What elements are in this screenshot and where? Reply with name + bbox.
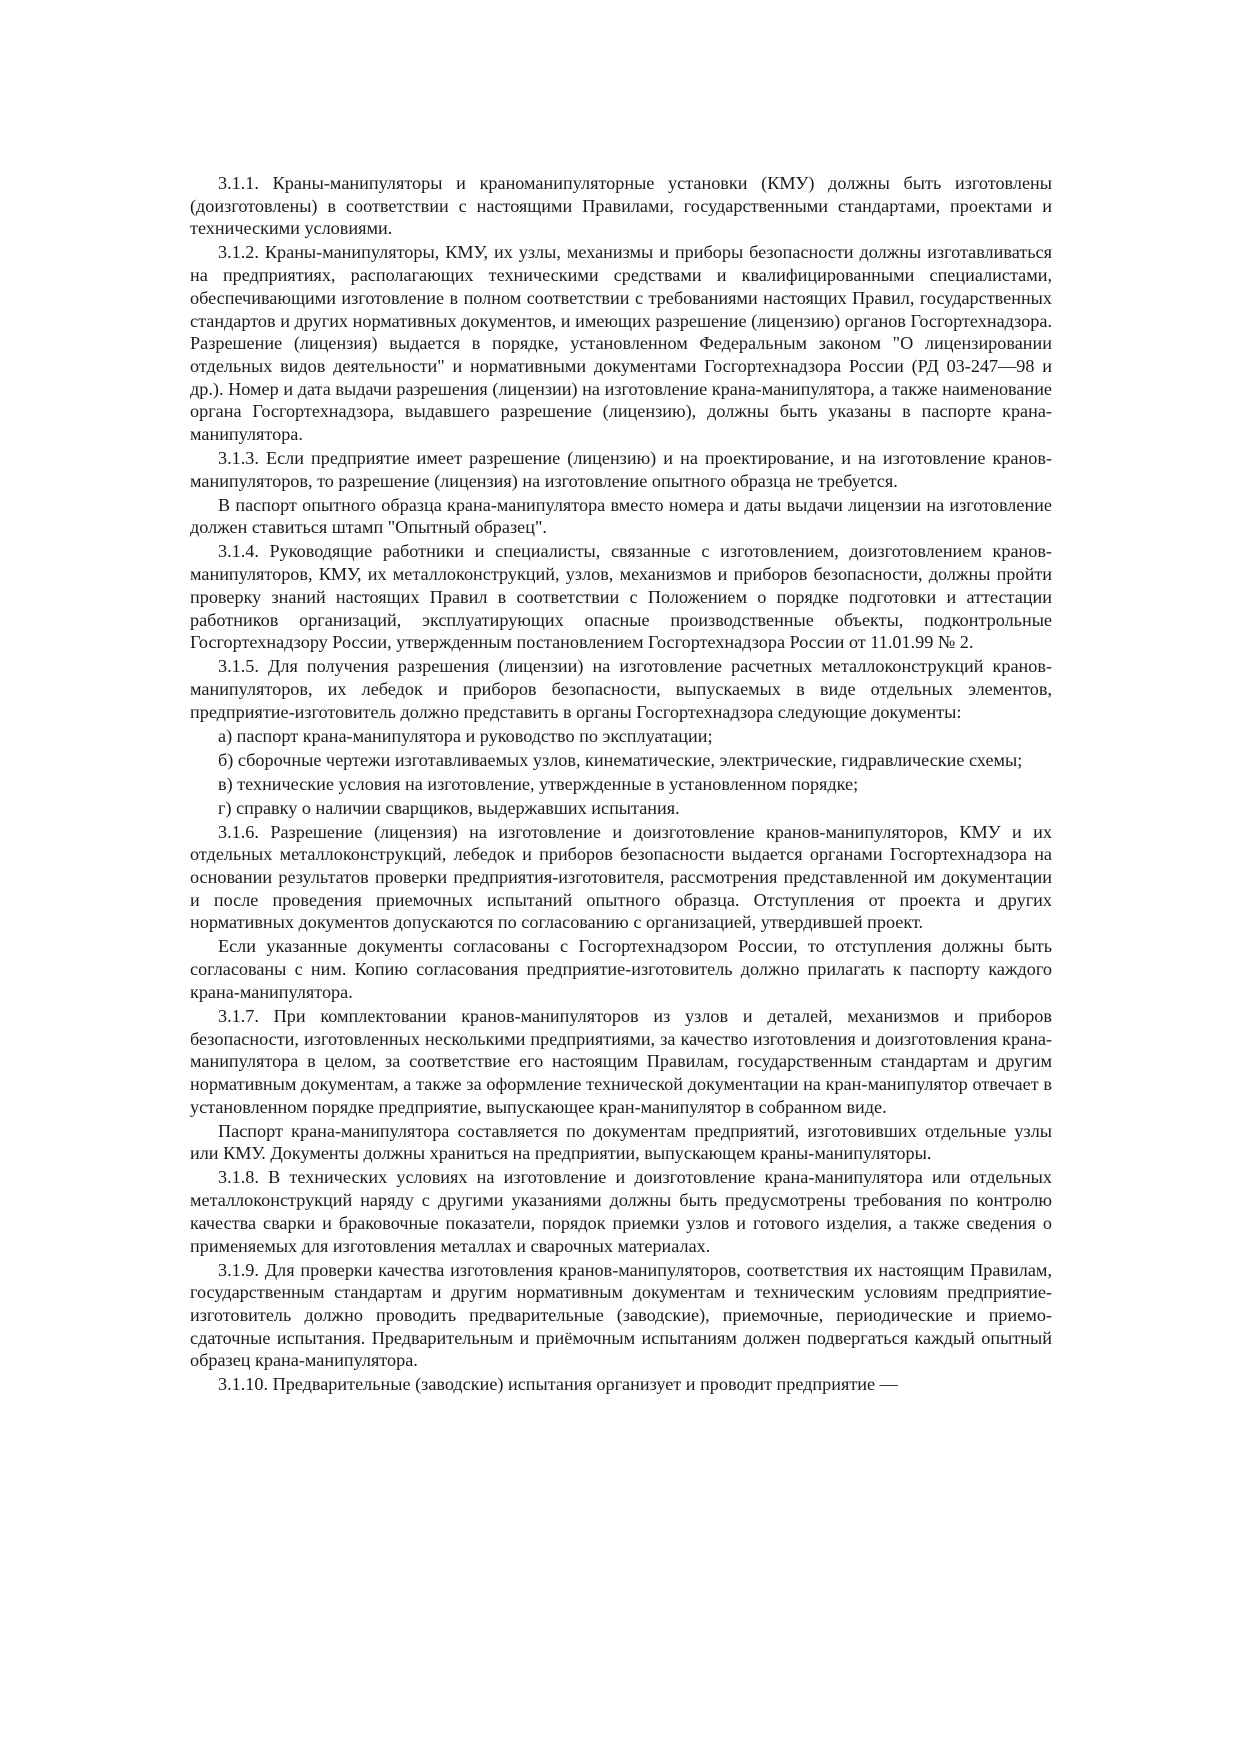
paragraph-3-1-3: 3.1.3. Если предприятие имеет разрешение (лицензию) и на проектирование, и на изготовление кранов-манипуляторов, то разрешение (лицензия) на изготовление опытного образца не требуется. bbox=[190, 448, 1052, 491]
paragraph-3-1-4: 3.1.4. Руководящие работники и специалисты, связанные с изготовлением, доизготовлением кранов-манипуляторов, КМУ, их металлоконструкций, узлов, механизмов и приборов безопасности, должны пройти проверку знаний настоящих Правил в соответствии с Положением о порядке подготовки и аттестации работников организаций, эксплуатирующих опасные производственные объекты, подконтрольные Госгортехнадзору России, утвержденным постановлением Госгортехнадзора России от 11.01.99 № 2. bbox=[190, 541, 1052, 653]
paragraph-3-1-10: 3.1.10. Предварительные (заводские) испытания организует и проводит предприятие — bbox=[218, 1374, 898, 1395]
paragraph-3-1-2: 3.1.2. Краны-манипуляторы, КМУ, их узлы, механизмы и приборы безопасности должны изготавливаться на предприятиях, располагающих техническими средствами и квалифицированными специалистами, обеспечивающими изготовление в полном соответствии с требованиями настоящих Правил, государственных стандартов и других нормативных документов, и имеющих разрешение (лицензию) органов Госгортехнадзора. Разрешение (лицензия) выдается в порядке, установленном Федеральным законом "О лицензировании отдельных видов деятельности" и нормативными документами Госгортехнадзора России (РД 03-247—98 и др.). Номер и дата выдачи разрешения (лицензии) на изготовление крана-манипулятора, а также наименование органа Госгортехнадзора, выдавшего разрешение (лицензию), должны быть указаны в паспорте крана-манипулятора. bbox=[190, 242, 1052, 445]
document-page bbox=[190, 172, 1052, 1397]
paragraph-3-1-8: 3.1.8. В технических условиях на изготовление и доизготовление крана-манипулятора или отдельных металлоконструкций наряду с другими указаниями должны быть предусмотрены требования по контролю качества сварки и браковочные показатели, порядок приемки узлов и готового изделия, а также сведения о применяемых для изготовления металлах и сварочных материалах. bbox=[190, 1167, 1052, 1256]
list-item-g: г) справку о наличии сварщиков, выдержавших испытания. bbox=[218, 797, 680, 818]
paragraph-3-1-6: 3.1.6. Разрешение (лицензия) на изготовление и доизготовление кранов-манипуляторов, КМУ и их отдельных металлоконструкций, лебедок и приборов безопасности выдается органами Госгортехнадзора на основании результатов проверки предприятия-изготовителя, рассмотрения представленной им документации и после проведения приемочных испытаний опытного образца. Отступления от проекта и других нормативных документов допускаются по согласованию с организацией, утвердившей проект. bbox=[190, 821, 1052, 933]
paragraph-deviations-approval: Если указанные документы согласованы с Госгортехнадзором России, то отступления должны быть согласованы с ним. Копию согласования предприятие-изготовитель должно прилагать к паспорту каждого крана-манипулятора. bbox=[190, 936, 1052, 1002]
list-item-a: а) паспорт крана-манипулятора и руководство по эксплуатации; bbox=[218, 725, 713, 746]
paragraph-3-1-9: 3.1.9. Для проверки качества изготовления кранов-манипуляторов, соответствия их настоящим Правилам, государственным стандартам и другим нормативным документам и техническим условиям предприятие-изготовитель должно проводить предварительные (заводские), приемочные, периодические и приемо-сдаточные испытания. Предварительным и приёмочным испытаниям должен подвергаться каждый опытный образец крана-манипулятора. bbox=[190, 1259, 1052, 1371]
list-item-b: б) сборочные чертежи изготавливаемых узлов, кинематические, электрические, гидравлические схемы; bbox=[218, 749, 1023, 770]
paragraph-3-1-1: 3.1.1. Краны-манипуляторы и краноманипуляторные установки (КМУ) должны быть изготовлены (доизготовлены) в соответствии с настоящими Правилами, государственными стандартами, проектами и техническими условиями. bbox=[190, 173, 1052, 239]
paragraph-prototype-stamp: В паспорт опытного образца крана-манипулятора вместо номера и даты выдачи лицензии на изготовление должен ставиться штамп "Опытный образец". bbox=[190, 494, 1052, 538]
paragraph-3-1-7: 3.1.7. При комплектовании кранов-манипуляторов из узлов и деталей, механизмов и приборов безопасности, изготовленных несколькими предприятиями, за качество изготовления и доизготовления крана-манипулятора в целом, за соответствие его настоящим Правилам, государственным стандартам и другим нормативным документам, а также за оформление технической документации на кран-манипулятор отвечает в установленном порядке предприятие, выпускающее кран-манипулятор в собранном виде. bbox=[190, 1005, 1052, 1117]
list-item-v: в) технические условия на изготовление, утвержденные в установленном порядке; bbox=[218, 773, 859, 794]
paragraph-3-1-5: 3.1.5. Для получения разрешения (лицензии) на изготовление расчетных металлоконструкций кранов-манипуляторов, их лебедок и приборов безопасности, выпускаемых в виде отдельных элементов, предприятие-изготовитель должно представить в органы Госгортехнадзора следующие документы: bbox=[190, 656, 1052, 722]
paragraph-passport: Паспорт крана-манипулятора составляется по документам предприятий, изготовивших отдельные узлы или КМУ. Документы должны храниться на предприятии, выпускающем краны-манипуляторы. bbox=[190, 1120, 1052, 1164]
